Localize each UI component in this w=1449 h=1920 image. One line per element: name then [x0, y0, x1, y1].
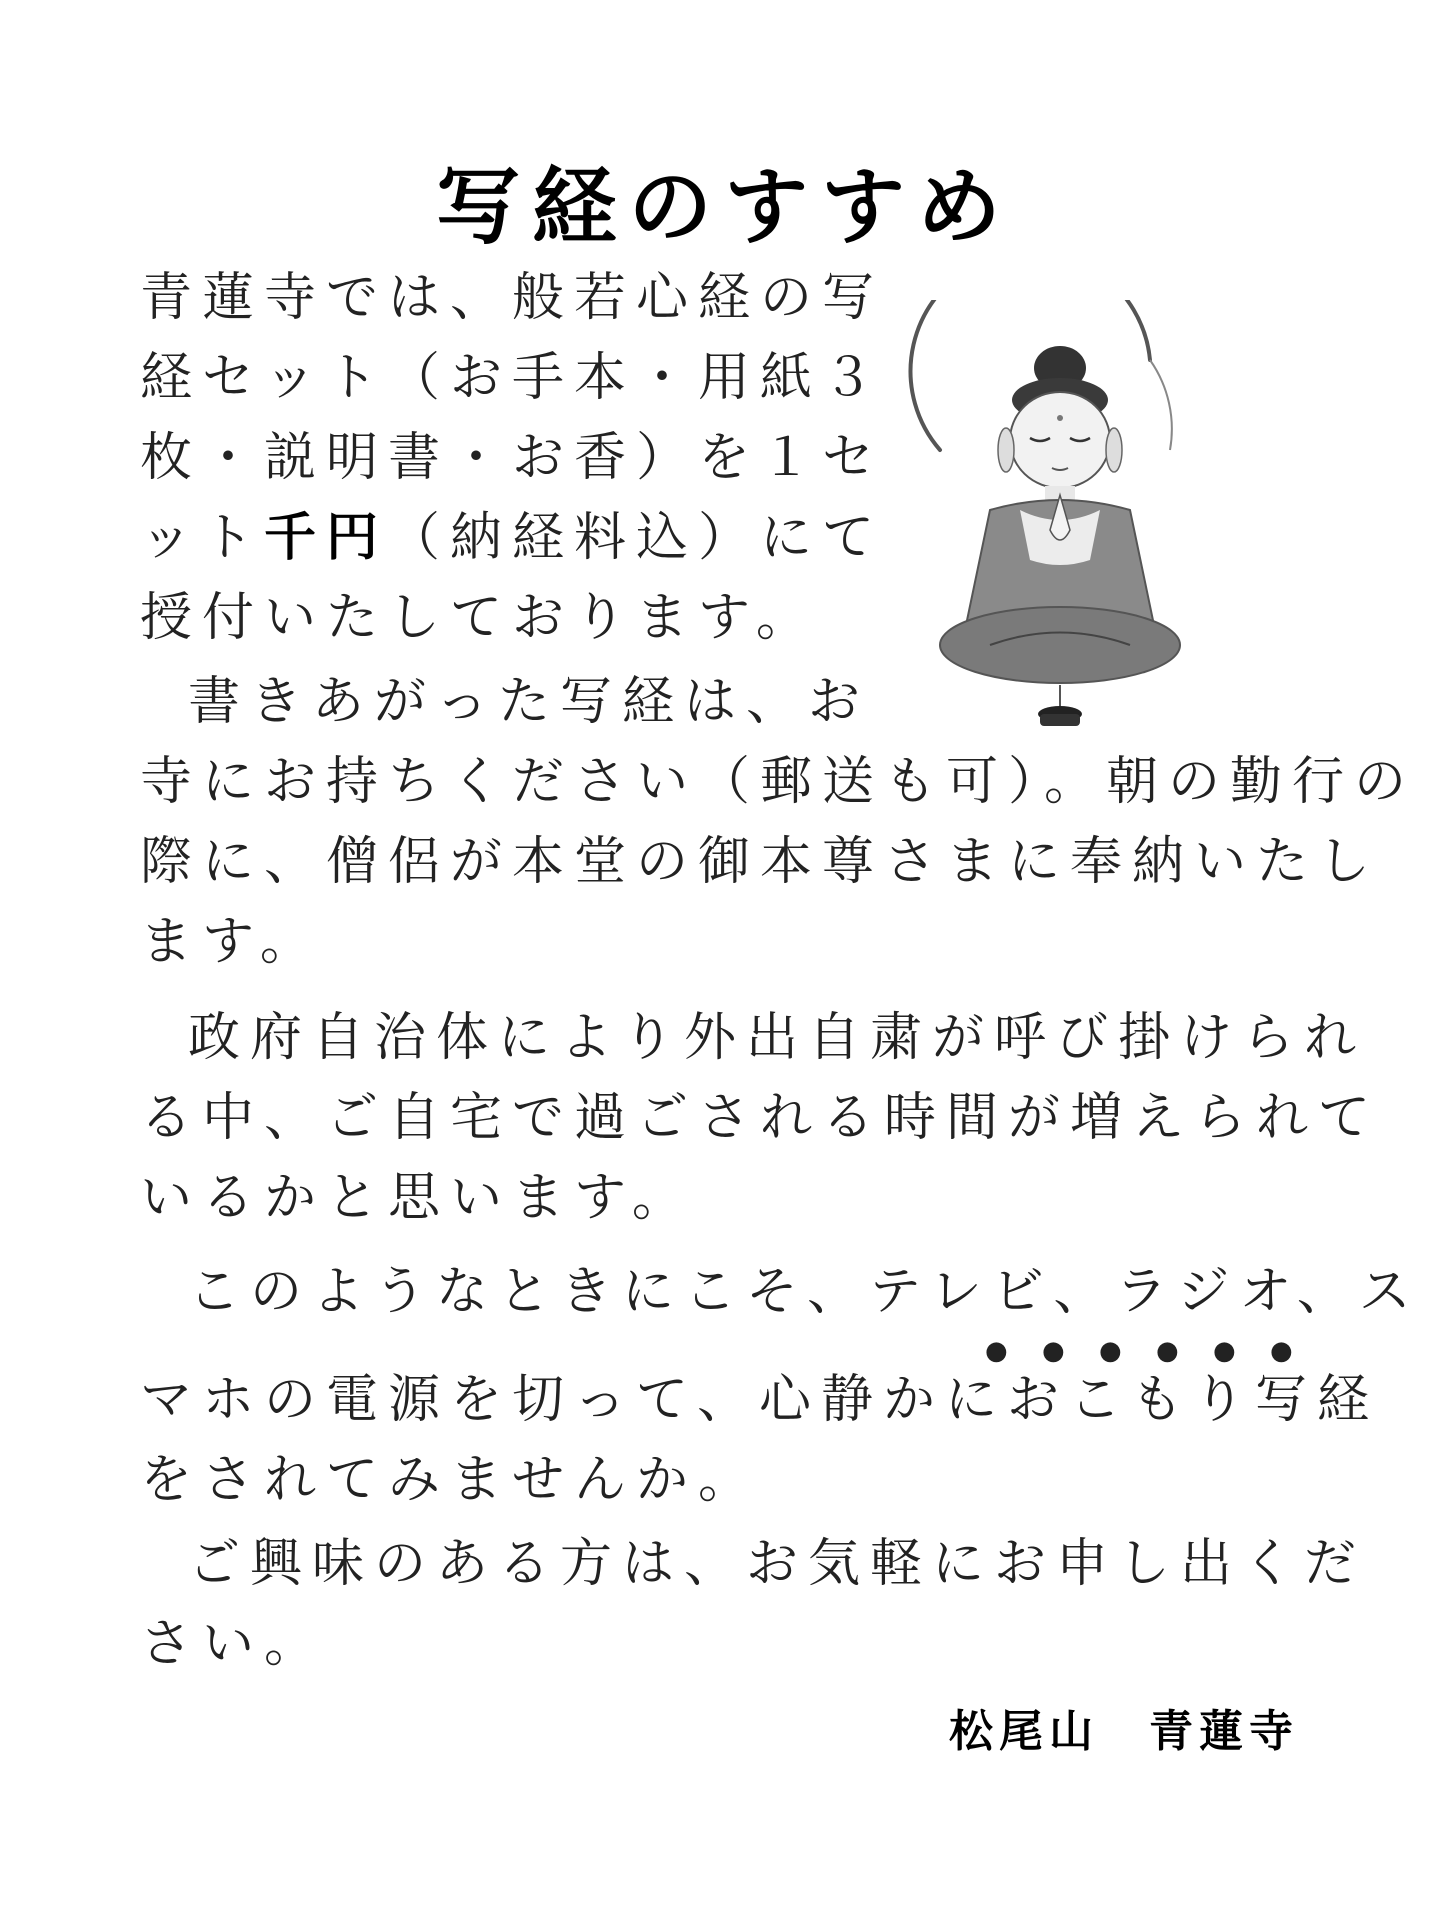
emphasis-dot: ●	[1213, 1336, 1236, 1366]
paragraph2-line1: 書きあがった写経は、お	[188, 672, 871, 732]
temple-signature: 松尾山 青蓮寺	[949, 1706, 1299, 1757]
page-title: 写経のすすめ	[436, 158, 1013, 256]
price-emphasis: 千円	[264, 507, 389, 568]
emphasis-dot: ●	[1270, 1336, 1293, 1366]
paragraph1-line3: 枚・説明書・お香）を１セ	[140, 428, 885, 488]
paragraph3-line3: いるかと思います。	[140, 1168, 694, 1228]
paragraph1-line1: 青蓮寺では、般若心経の写	[140, 268, 885, 328]
buddha-illustration	[900, 300, 1230, 730]
paragraph2-line3: 際に、僧侶が本堂の御本尊さまに奉納いたし	[140, 832, 1381, 892]
paragraph4-line1: このようなときにこそ、テレビ、ラジオ、ス	[188, 1262, 1421, 1322]
paragraph5-line2: さい。	[140, 1614, 327, 1674]
paragraph1-line4-suffix: （納経料込）にて	[388, 508, 885, 568]
paragraph1-line4	[140, 508, 884, 568]
paragraph4-line3: をされてみませんか。	[140, 1450, 761, 1510]
paragraph2-line2: 寺にお持ちください（郵送も可）。朝の勤行の	[140, 752, 1417, 812]
emphasis-dot: ●	[985, 1336, 1008, 1366]
paragraph4-line2: マホの電源を切って、心静かにおこもり写経	[140, 1370, 1379, 1430]
paragraph2-line4: ます。	[140, 912, 322, 972]
paragraph1-line4-prefix: ット	[140, 508, 265, 568]
paragraph1-line2: 経セット（お手本・用紙３	[140, 348, 885, 408]
emphasis-dot: ●	[1099, 1336, 1122, 1366]
paragraph3-line2: る中、ご自宅で過ごされる時間が増えられて	[140, 1088, 1381, 1148]
paragraph3-line1: 政府自治体により外出自粛が呼び掛けられ	[188, 1008, 1367, 1068]
emphasis-dot: ●	[1042, 1336, 1065, 1366]
paragraph1-line5: 授付いたしております。	[140, 588, 818, 648]
emphasis-dot: ●	[1156, 1336, 1179, 1366]
paragraph5-line1: ご興味のある方は、お気軽にお申し出くだ	[188, 1534, 1367, 1594]
